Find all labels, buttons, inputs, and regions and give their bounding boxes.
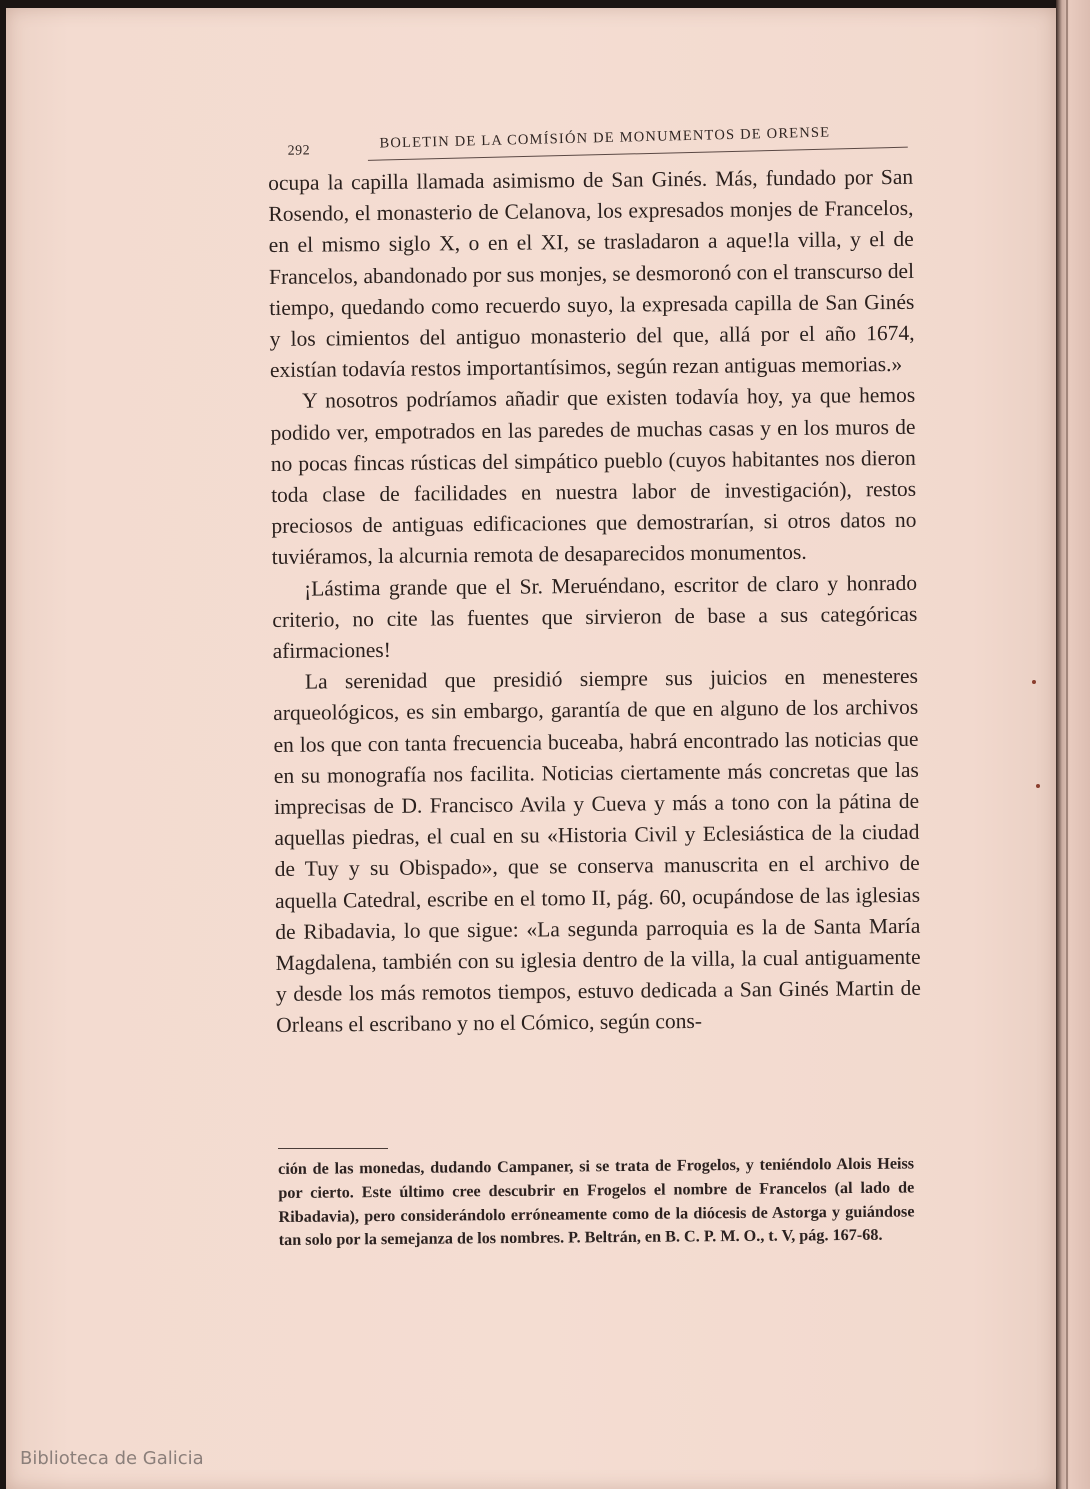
page-number: 292 [287,143,311,159]
paragraph: Y nosotros podríamos añadir que existen todavía hoy, ya que hemos podido ver, empotrados en las paredes de muchas casas y en los muros de no pocas fincas rústicas del simpático pueblo (cuyos habitantes nos dieron toda clase de facilidades en nuestra labor de investigación), restos preciosos de antiguas edificaciones que demostrarían, si otros datos no tuviéramos, la alcurnia remota de desaparecidos monumentos. [270,383,917,570]
page-fold-line [1066,0,1068,1489]
paragraph: ¡Lástima grande que el Sr. Meruéndano, escritor de claro y honrado criterio, no cite las fuentes que sirvieron de base a sus categóricas afirmaciones! [272,570,918,664]
main-text [268,162,921,1042]
running-title: BOLETIN DE LA COMÍSIÓN DE MONUMENTOS DE ORENSE [379,124,831,152]
library-watermark: Biblioteca de Galicia [20,1448,204,1469]
footnote-rule [278,1148,388,1149]
paragraph: La serenidad que presidió siempre sus juicios en menesteres arqueológicos, es sin embargo, garantía de que en alguno de los archivos en los que con tanta frecuencia buceaba, habrá encontrado las noticias que en su monografía nos facilita. Noticias ciertamente más concretas que las imprecisas de D. Francisco Avila y Cueva y más a tono con la pátina de aquellas piedras, el cual en su «Historia Civil y Eclesiástica de la ciudad de Tuy y su Obispado», que se conserva manuscrita en el archivo de aquella Catedral, escribe en el tomo II, pág. 60, ocupándose de las iglesias de Ribadavia, lo que sigue: «La segunda parroquia es la de Santa María Magdalena, también con su iglesia dentro de la villa, la cual antiguamente y desde los más remotos tiempos, estuvo dedicada a San Ginés Martin de Orleans el escribano y no el Cómico, según cons- [273,664,922,1038]
footnote [278,1152,915,1253]
paragraph: ocupa la capilla llamada asimismo de San Ginés. Más, fundado por San Rosendo, el monasterio de Celanova, los expresados monjes de Francelos, en el mismo siglo X, o en el XI, se trasladaron a aque!la villa, y el de Francelos, abandonado por sus monjes, se desmoronó con el transcurso del tiempo, quedando como recuerdo suyo, la expresada capilla de San Ginés y los cimientos del antiguo monasterio del que, allá por el año 1674, existían todavía restos importantísimos, según rezan antiguas memorias.» [268,164,915,383]
next-page-edge [1056,0,1090,1489]
footnote-text: ción de las monedas, dudando Campaner, si se trata de Frogelos, y teniéndolo Alois Heiss por cierto. Este último cree descubrir en Frogelos el nombre de Francelos (al lado de Ribadavia), pero considerándolo erróneamente como de la diócesis de Astorga y guiándose tan solo por la semejanza de los nombres. P. Beltrán, en B. C. P. M. O., t. V, pág. 167-68. [278,1154,915,1250]
paper-speck [1036,784,1040,788]
paper-speck [1032,680,1036,684]
